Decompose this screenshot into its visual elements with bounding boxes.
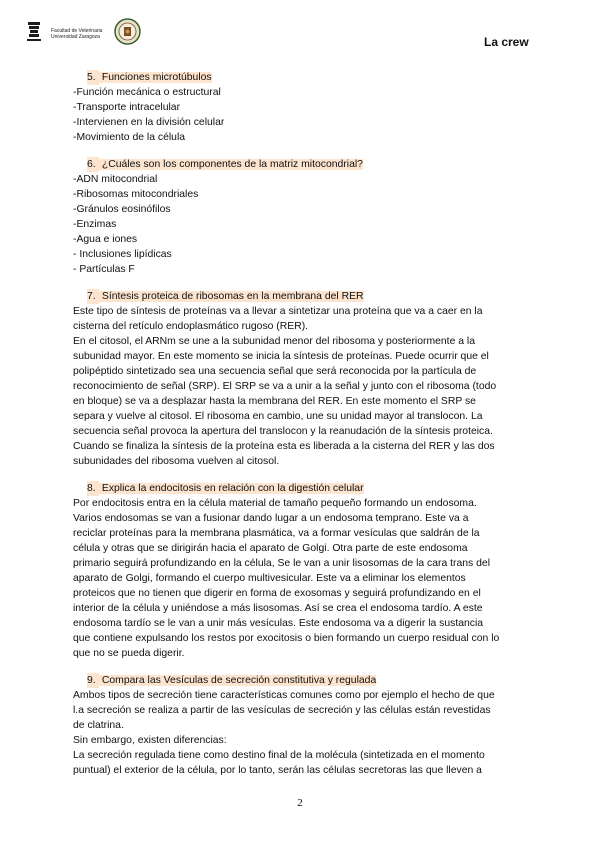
answer-line: -Agua e iones (73, 234, 138, 245)
question-section (73, 157, 523, 277)
answer-line: endosoma tardío se le van a unir más vesículas. Este endosoma va a digerir la sustancia (73, 618, 484, 629)
question-number: 5. (87, 70, 99, 85)
logo-line-1: Facultad de Veterinaria (51, 28, 103, 34)
logo-line-2: Universidad Zaragoza (51, 34, 100, 40)
answer-line: -Intervienen en la división celular (73, 117, 225, 128)
question-heading (87, 70, 523, 85)
question-highlight (87, 159, 363, 170)
header-title: La crew (484, 35, 529, 49)
question-number: 6. (87, 157, 99, 172)
question-text: ¿Cuáles son los componentes de la matriz mitocondrial? (101, 159, 363, 170)
answer-line: Sin embargo, existen diferencias: (73, 735, 227, 746)
answer-line: subunidades del ribosoma vuelven al citosol. (73, 456, 280, 467)
answer-line: interior de la célula y uniéndose a más lisosomas. Así se crea el endosoma tardío. A este (73, 603, 483, 614)
question-highlight (87, 72, 212, 83)
question-highlight (87, 483, 364, 494)
question-heading (87, 673, 523, 688)
question-number: 9. (87, 673, 99, 688)
answer-line: -Función mecánica o estructural (73, 87, 221, 98)
answer-line: Varios endosomas se van a fusionar dando lugar a un endosoma temprano. Este va a (73, 513, 469, 524)
question-heading (87, 157, 523, 172)
document-body (73, 70, 523, 790)
answer-line: -Enzimas (73, 219, 117, 230)
answer-line: En el citosol, el ARNm se une a la subunidad menor del ribosoma y posteriormente a la (73, 336, 475, 347)
question-heading (87, 481, 523, 496)
answer-line: subunidad mayor. En este momento se inicia la síntesis de proteínas. Puede ocurrir que el (73, 351, 489, 362)
question-section (73, 673, 523, 778)
page-header (0, 0, 600, 60)
question-text: Compara las Vesículas de secreción constitutiva y regulada (101, 675, 377, 686)
answer-line: La secreción regulada tiene como destino final de la molécula (sintetizada en el momento (73, 750, 485, 761)
page-number: 2 (297, 797, 303, 809)
question-text: Funciones microtúbulos (101, 72, 212, 83)
question-text: Síntesis proteica de ribosomas en la membrana del RER (101, 291, 364, 302)
question-number: 8. (87, 481, 99, 496)
answer-line: primario seguirá profundizando en la célula, Se le van a unir lisosomas de la cara trans del (73, 558, 491, 569)
answer-line: Cuando se finaliza la síntesis de la proteína esta es liberada a la cisterna del RER y las dos (73, 441, 495, 452)
question-heading (87, 289, 523, 304)
answer-line: - Inclusiones lipídicas (73, 249, 172, 260)
answer-line: Por endocitosis entra en la célula material de tamaño pequeño formando un endosoma. (73, 498, 477, 509)
faculty-tower-logo-icon (26, 20, 42, 44)
answer-line: célula y otras que se dirigirán hacia el aparato de Golgi. Otra parte de este endosoma (73, 543, 468, 554)
answer-line: de clatrina. (73, 720, 124, 731)
university-seal-icon (114, 18, 141, 45)
answer-line: cisterna del retículo endoplasmático rugoso (RER). (73, 321, 309, 332)
faculty-logo-text (51, 28, 102, 40)
answer-line: secuencia señal provoca la apertura del translocon y la reanudación de la síntesis proteica. (73, 426, 493, 437)
answer-line: que contiene expulsando los restos por exocitosis o bien formando un cuerpo residual con lo (73, 633, 500, 644)
answer-line: proteicos que no tienen que digerir en forma de exosomas y seguirá profundizando en el (73, 588, 481, 599)
answer-line: puntual) el exterior de la célula, por lo tanto, serán las células secretoras las que lleven a (73, 765, 482, 776)
question-highlight (87, 675, 376, 686)
question-section (73, 481, 523, 661)
answer-line: Ambos tipos de secreción tiene características comunes como por ejemplo el hecho de que (73, 690, 495, 701)
answer-line: -ADN mitocondrial (73, 174, 158, 185)
answer-line: Este tipo de síntesis de proteínas va a llevar a sintetizar una proteína que va a caer en la (73, 306, 483, 317)
question-section (73, 70, 523, 145)
answer-line: reciclar proteínas para la membrana plasmática, va a formar vesículas que saldrán de la (73, 528, 480, 539)
answer-line: l.a secreción se realiza a partir de las vesículas de secreción y las células están revestidas (73, 705, 491, 716)
answer-line: -Gránulos eosinófilos (73, 204, 171, 215)
question-text: Explica la endocitosis en relación con la digestión celular (101, 483, 364, 494)
answer-line: separa y vuelve al citosol. El ribosoma en cambio, une su unidad mayor al translocon. La (73, 411, 483, 422)
answer-line: -Ribosomas mitocondriales (73, 189, 199, 200)
answer-line: reconocimiento de señal (SRP). El SRP se va a unir a la señal y junto con el ribosoma (todo (73, 381, 497, 392)
answer-line: aparato de Golgi, formando el cuerpo multivesicular. Este va a eliminar los elementos (73, 573, 466, 584)
question-highlight (87, 291, 364, 302)
question-number: 7. (87, 289, 99, 304)
answer-line: -Transporte intracelular (73, 102, 181, 113)
answer-line: que no se pueda digerir. (73, 648, 185, 659)
answer-line: -Movimiento de la célula (73, 132, 186, 143)
answer-line: - Partículas F (73, 264, 135, 275)
answer-line: en bloque) se va a desplazar hasta la membrana del RER. En este momento el SRP se (73, 396, 476, 407)
question-section (73, 289, 523, 469)
answer-line: polipéptido sintetizado sea una secuencia señal que será reconocida por la partícula de (73, 366, 477, 377)
